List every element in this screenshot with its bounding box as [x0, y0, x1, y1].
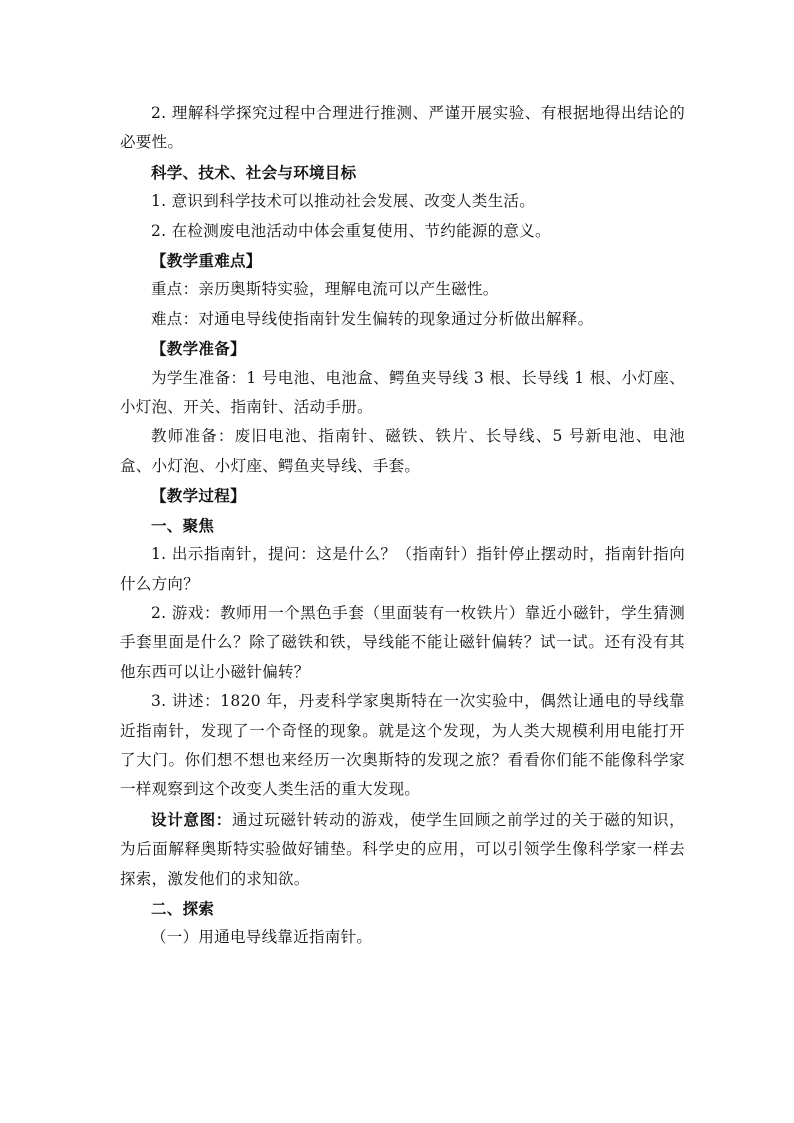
section-heading: 科学、技术、社会与环境目标: [151, 162, 357, 182]
paragraph: 1. 出示指南针，提问：这是什么？（指南针）指针停止摆动时，指南针指向什么方向？: [120, 545, 685, 593]
section-heading: 【教学准备】: [151, 339, 246, 359]
section-heading: 二、探索: [151, 898, 215, 918]
section-heading: 一、聚焦: [151, 515, 215, 535]
paragraph: 2. 理解科学探究过程中合理进行推测、严谨开展实验、有根据地得出结论的必要性。: [120, 104, 685, 152]
paragraph: 难点：对通电导线使指南针发生偏转的现象通过分析做出解释。: [151, 309, 594, 328]
design-intent-text: 通过玩磁针转动的游戏，使学生回顾之前学过的关于磁的知识，为后面解释奥斯特实验做好铺垫。科学史的应用，可以引领学生像科学家一样去探索，激发他们的求知欲。: [120, 810, 685, 888]
section-heading: 【教学过程】: [151, 486, 246, 506]
paragraph: 2. 在检测废电池活动中体会重复使用、节约能源的意义。: [151, 221, 551, 240]
paragraph: 1. 意识到科学技术可以推动社会发展、改变人类生活。: [151, 192, 536, 211]
paragraph: 3. 讲述：1820 年，丹麦科学家奥斯特在一次实验中，偶然让通电的导线靠近指南针，发现了一个奇怪的现象。就是这个发现，为人类大规模利用电能打开了大门。你们想不想也来经历一次奥斯特的发现之旅？看看你们能不能像科学家一样观察到这个改变人类生活的重大发现。: [120, 692, 685, 799]
paragraph: 教师准备：废旧电池、指南针、磁铁、铁片、长导线、5 号新电池、电池盒、小灯泡、小灯座、鳄鱼夹导线、手套。: [120, 427, 685, 475]
paragraph: （一）用通电导线靠近指南针。: [151, 928, 373, 947]
paragraph: 为学生准备：1 号电池、电池盒、鳄鱼夹导线 3 根、长导线 1 根、小灯座、小灯泡、开关、指南针、活动手册。: [120, 368, 685, 417]
design-intent-paragraph: [120, 805, 685, 894]
paragraph: 2. 游戏：教师用一个黑色手套（里面装有一枚铁片）靠近小磁针，学生猜测手套里面是什么？除了磁铁和铁，导线能不能让磁针偏转？试一试。还有没有其他东西可以让小磁针偏转？: [120, 603, 685, 681]
document-body: [120, 99, 685, 953]
paragraph: 重点：亲历奥斯特实验，理解电流可以产生磁性。: [151, 280, 499, 299]
design-intent-label: 设计意图：: [151, 809, 232, 829]
section-heading: 【教学重难点】: [151, 251, 262, 271]
